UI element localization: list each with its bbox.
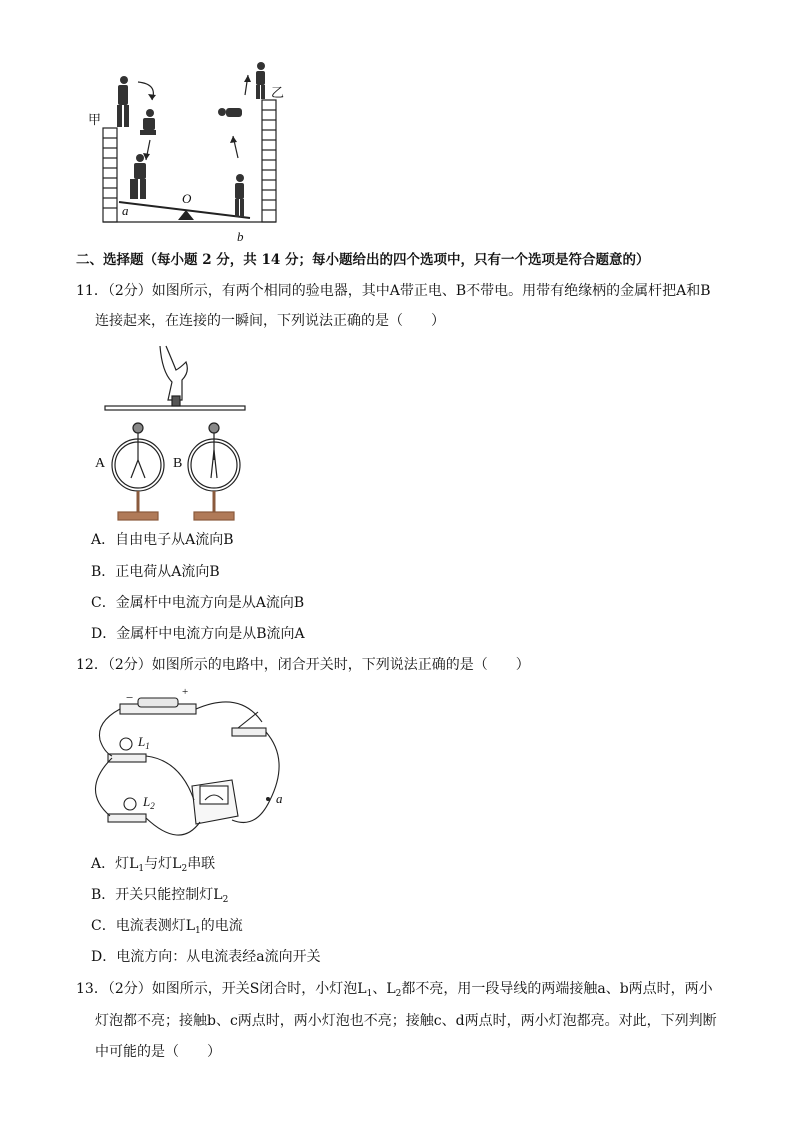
q13-stem-line3: 中可能的是（ ）	[95, 1044, 221, 1060]
label-b: b	[237, 229, 244, 244]
q11-option-b[interactable]: B．正电荷从A流向B	[91, 564, 220, 580]
electroscope-a-label: A	[95, 456, 106, 471]
battery-minus-label: −	[126, 690, 134, 705]
point-a-label: a	[276, 791, 283, 806]
q11-option-c[interactable]: C．金属杆中电流方向是从A流向B	[91, 595, 305, 611]
section-title: 二、选择题（每小题 2 分，共 14 分；每小题给出的四个选项中，只有一个选项是符合题意的）	[76, 252, 650, 268]
label-a: a	[122, 203, 129, 218]
q11-option-a[interactable]: A．自由电子从A流向B	[91, 532, 234, 548]
q12-option-b[interactable]: B．开关只能控制灯$L_2$	[91, 887, 229, 905]
q13-stem-line1: 13．（2分）如图所示，开关S闭合时，小灯泡$L_1$、$L_2$都不亮，用一段导线的两端接触a、b两点时，两小	[76, 981, 713, 999]
q13-stem-line2: 灯泡都不亮；接触b、c两点时，两小灯泡也不亮；接触c、d两点时，两小灯泡都亮。对此，下列判断	[95, 1013, 717, 1029]
label-jia: 甲	[88, 112, 102, 127]
lamp-l2-label: $L_2$	[143, 794, 155, 811]
electroscope-b-label: B	[173, 456, 183, 471]
label-o: O	[182, 191, 192, 206]
q12-option-c[interactable]: C．电流表测灯$L_1$的电流	[91, 918, 243, 936]
q12-stem: 12．（2分）如图所示的电路中，闭合开关时，下列说法正确的是（ ）	[76, 657, 530, 673]
battery-plus-label: +	[182, 686, 189, 698]
lamp-l1-label: $L_1$	[138, 734, 150, 751]
q12-option-a[interactable]: A．灯$L_1$与灯$L_2$串联	[91, 856, 216, 874]
q11-option-d[interactable]: D．金属杆中电流方向是从B流向A	[91, 626, 305, 642]
q11-stem-line1: 11．（2分）如图所示，有两个相同的验电器，其中A带正电、B不带电。用带有绝缘柄的金属杆把A和B	[76, 283, 711, 299]
q12-option-d[interactable]: D．电流方向：从电流表经a流向开关	[91, 949, 321, 965]
label-yi: 乙	[271, 85, 285, 100]
q11-stem-line2: 连接起来，在连接的一瞬间，下列说法正确的是（ ）	[95, 313, 445, 329]
